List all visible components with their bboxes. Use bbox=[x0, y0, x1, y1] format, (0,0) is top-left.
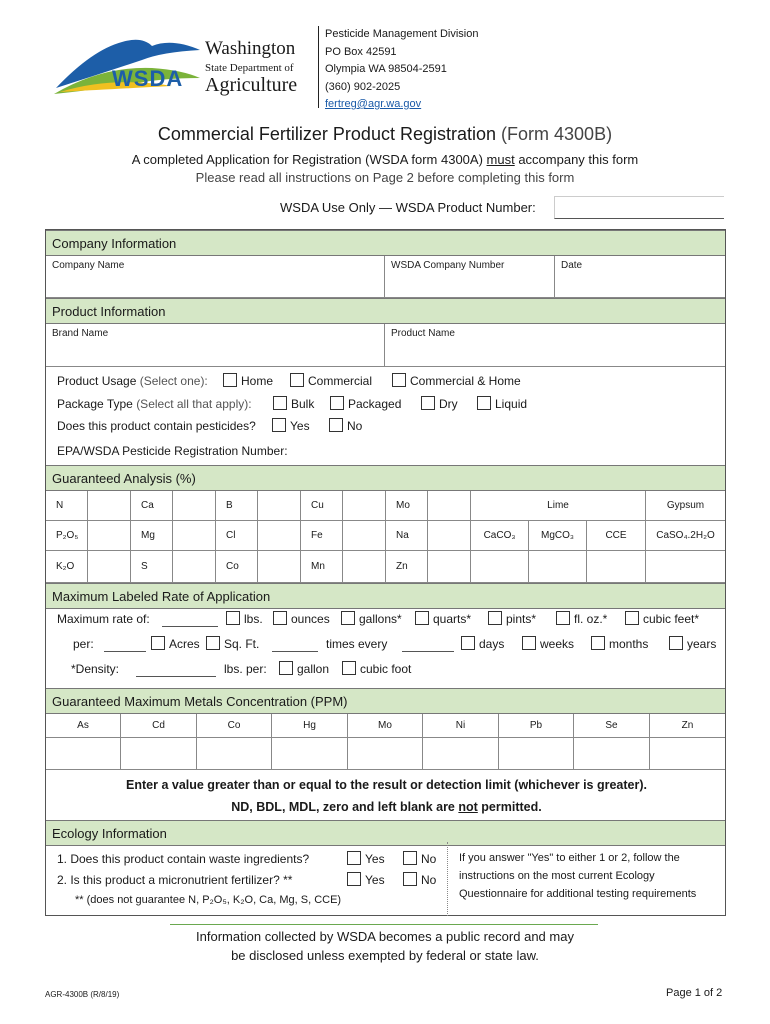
area-acres-label: Acres bbox=[169, 637, 200, 651]
contact-block bbox=[318, 26, 518, 108]
usage-home-checkbox[interactable] bbox=[223, 373, 237, 387]
subtitle-1-a: A completed Application for Registration (WSDA form 4300A) bbox=[131, 152, 483, 167]
analysis-label-row1-3: Cu bbox=[301, 491, 343, 521]
density-input[interactable] bbox=[136, 676, 216, 677]
ecology-q2-note: ** (does not guarantee N, P₂O₅, K₂O, Ca, Mg, S, CCE) bbox=[75, 894, 342, 906]
q2-no-label: No bbox=[421, 873, 437, 887]
analysis-value-row3-0[interactable] bbox=[88, 551, 131, 583]
section-company: Company Information bbox=[46, 230, 725, 256]
package-dry-checkbox[interactable] bbox=[421, 396, 435, 410]
analysis-label-row1-1: Ca bbox=[131, 491, 173, 521]
pesticide-no-label: No bbox=[347, 419, 363, 433]
density-label: *Density: bbox=[71, 662, 120, 676]
analysis-value-row1-4[interactable] bbox=[428, 491, 471, 521]
every-input[interactable] bbox=[402, 651, 454, 652]
gypsum-header: Gypsum bbox=[646, 491, 725, 521]
period-days-label: days bbox=[479, 637, 505, 651]
package-dry-label: Dry bbox=[439, 397, 458, 411]
metal-value-6[interactable] bbox=[499, 738, 574, 770]
usage-commercial-checkbox[interactable] bbox=[290, 373, 304, 387]
ecology-info-3: Questionnaire for additional testing requirements bbox=[459, 888, 697, 900]
unit-pints-label: pints* bbox=[506, 612, 537, 626]
period-months-label: months bbox=[609, 637, 649, 651]
unit-lbs-checkbox[interactable] bbox=[226, 611, 240, 625]
usage-home-label: Home bbox=[241, 374, 274, 388]
company-number-label: WSDA Company Number bbox=[391, 260, 505, 271]
epa-registration-label: EPA/WSDA Pesticide Registration Number: bbox=[57, 444, 288, 458]
lime-cce-value[interactable] bbox=[587, 551, 646, 583]
metal-value-5[interactable] bbox=[423, 738, 499, 770]
period-days-checkbox[interactable] bbox=[461, 636, 475, 650]
unit-gallons-label: gallons* bbox=[359, 612, 402, 626]
email-link[interactable]: fertreg@agr.wa.gov bbox=[325, 98, 422, 110]
metal-header-2: Co bbox=[197, 714, 272, 738]
q2-yes-checkbox[interactable] bbox=[347, 872, 361, 886]
metal-value-0[interactable] bbox=[46, 738, 121, 770]
metals-note-2: ND, BDL, MDL, zero and left blank are not permitted. bbox=[231, 800, 542, 814]
analysis-label-row3-1: S bbox=[131, 551, 173, 583]
analysis-value-row3-4[interactable] bbox=[428, 551, 471, 583]
phone-number: (360) 902-2025 bbox=[325, 80, 401, 93]
period-months-checkbox[interactable] bbox=[591, 636, 605, 650]
pesticide-question: Does this product contain pesticides? bbox=[57, 419, 256, 433]
usage-label: Product Usage (Select one): bbox=[57, 374, 208, 388]
analysis-label-row2-2: Cl bbox=[216, 521, 258, 551]
analysis-value-row2-2[interactable] bbox=[258, 521, 301, 551]
lime-mgco3-value[interactable] bbox=[529, 551, 587, 583]
package-liquid-checkbox[interactable] bbox=[477, 396, 491, 410]
package-liquid-label: Liquid bbox=[495, 397, 528, 411]
area-acres-checkbox[interactable] bbox=[151, 636, 165, 650]
footer-line-2: be disclosed unless exempted by federal or state law. bbox=[231, 948, 539, 963]
unit-pints-checkbox[interactable] bbox=[488, 611, 502, 625]
q2-yes-label: Yes bbox=[365, 873, 385, 887]
unit-ounces-label: ounces bbox=[291, 612, 330, 626]
per-label: per: bbox=[73, 637, 94, 651]
product-name-label: Product Name bbox=[391, 328, 455, 339]
metal-header-1: Cd bbox=[121, 714, 197, 738]
analysis-label-row3-2: Co bbox=[216, 551, 258, 583]
analysis-label-row2-1: Mg bbox=[131, 521, 173, 551]
per-input[interactable] bbox=[104, 651, 146, 652]
ecology-info-2: instructions on the most current Ecology bbox=[459, 870, 655, 882]
analysis-label-row1-0: N bbox=[46, 491, 88, 521]
metal-header-7: Se bbox=[574, 714, 650, 738]
unit-gallons-checkbox[interactable] bbox=[341, 611, 355, 625]
form-body bbox=[45, 229, 726, 916]
unit-quarts-checkbox[interactable] bbox=[415, 611, 429, 625]
max-rate-label: Maximum rate of: bbox=[57, 612, 150, 626]
metal-header-3: Hg bbox=[272, 714, 348, 738]
ecology-info-1: If you answer "Yes" to either 1 or 2, follow the bbox=[459, 852, 680, 864]
date-field[interactable] bbox=[555, 256, 725, 298]
ecology-question-2: 2. Is this product a micronutrient fertilizer? ** bbox=[57, 873, 293, 887]
subtitle-1-b: accompany this form bbox=[518, 152, 639, 167]
lime-mgco3: MgCO₃ bbox=[529, 521, 587, 551]
times-every-label: times every bbox=[326, 637, 388, 651]
usage-commercial-home-label: Commercial & Home bbox=[410, 374, 521, 388]
title-form-number: (Form 4300B) bbox=[501, 124, 613, 144]
company-name-label: Company Name bbox=[52, 260, 125, 271]
analysis-value-row1-1[interactable] bbox=[173, 491, 216, 521]
section-analysis: Guaranteed Analysis (%) bbox=[46, 465, 725, 491]
usage-commercial-home-checkbox[interactable] bbox=[392, 373, 406, 387]
subtitle-1-must: must bbox=[486, 152, 515, 167]
q2-no-checkbox[interactable] bbox=[403, 872, 417, 886]
lime-caco3: CaCO₃ bbox=[471, 521, 529, 551]
section-product: Product Information bbox=[46, 298, 725, 324]
pesticide-yes-checkbox[interactable] bbox=[272, 418, 286, 432]
gypsum-value[interactable] bbox=[646, 551, 725, 583]
unit-floz-label: fl. oz.* bbox=[574, 612, 608, 626]
ecology-divider bbox=[447, 842, 448, 916]
density-gallon-checkbox[interactable] bbox=[279, 661, 293, 675]
analysis-value-row2-0[interactable] bbox=[88, 521, 131, 551]
analysis-label-row2-3: Fe bbox=[301, 521, 343, 551]
analysis-value-row3-2[interactable] bbox=[258, 551, 301, 583]
analysis-label-row2-4: Na bbox=[386, 521, 428, 551]
logo-line2: State Department of bbox=[205, 62, 294, 74]
metal-header-5: Ni bbox=[423, 714, 499, 738]
wsda-logo bbox=[52, 30, 310, 102]
period-years-label: years bbox=[687, 637, 717, 651]
section-rate: Maximum Labeled Rate of Application bbox=[46, 583, 725, 609]
brand-name-label: Brand Name bbox=[52, 328, 109, 339]
analysis-label-row3-4: Zn bbox=[386, 551, 428, 583]
package-packaged-label: Packaged bbox=[348, 397, 402, 411]
footer-divider bbox=[170, 924, 598, 925]
period-weeks-checkbox[interactable] bbox=[522, 636, 536, 650]
lime-cce: CCE bbox=[587, 521, 646, 551]
page-number: Page 1 of 2 bbox=[666, 987, 723, 999]
q1-yes-label: Yes bbox=[365, 852, 385, 866]
package-bulk-checkbox[interactable] bbox=[273, 396, 287, 410]
unit-lbs-label: lbs. bbox=[244, 612, 263, 626]
area-sqft-label: Sq. Ft. bbox=[224, 637, 260, 651]
section-metals: Guaranteed Maximum Metals Concentration (PPM) bbox=[46, 688, 725, 714]
pesticide-yes-label: Yes bbox=[290, 419, 310, 433]
times-input[interactable] bbox=[272, 651, 318, 652]
city-address: Olympia WA 98504-2591 bbox=[325, 63, 447, 75]
unit-quarts-label: quarts* bbox=[433, 612, 472, 626]
analysis-value-row2-4[interactable] bbox=[428, 521, 471, 551]
title-main: Commercial Fertilizer Product Registration bbox=[157, 124, 497, 144]
q1-no-label: No bbox=[421, 852, 437, 866]
unit-floz-checkbox[interactable] bbox=[556, 611, 570, 625]
lime-header: Lime bbox=[471, 491, 646, 521]
metal-header-0: As bbox=[46, 714, 121, 738]
density-cubic-foot-label: cubic foot bbox=[360, 662, 412, 676]
analysis-label-row3-0: K₂O bbox=[46, 551, 88, 583]
division-name: Pesticide Management Division bbox=[325, 28, 479, 40]
form-number: AGR-4300B (R/8/19) bbox=[45, 990, 120, 999]
brand-name-field[interactable] bbox=[46, 324, 385, 367]
analysis-label-row2-0: P₂O₅ bbox=[46, 521, 88, 551]
max-rate-input[interactable] bbox=[162, 626, 218, 627]
company-name-field[interactable] bbox=[46, 256, 385, 298]
metal-value-8[interactable] bbox=[650, 738, 725, 770]
analysis-value-row3-3[interactable] bbox=[343, 551, 386, 583]
po-box: PO Box 42591 bbox=[325, 45, 397, 58]
pesticide-no-checkbox[interactable] bbox=[329, 418, 343, 432]
lime-caco3-value[interactable] bbox=[471, 551, 529, 583]
wsda-product-number-field[interactable] bbox=[554, 196, 724, 219]
package-bulk-label: Bulk bbox=[291, 397, 315, 411]
unit-ounces-checkbox[interactable] bbox=[273, 611, 287, 625]
logo-wsda-text: WSDA bbox=[112, 66, 184, 91]
logo-line3: Agriculture bbox=[205, 74, 298, 96]
period-years-checkbox[interactable] bbox=[669, 636, 683, 650]
company-number-field[interactable] bbox=[385, 256, 555, 298]
metals-note-1: Enter a value greater than or equal to the result or detection limit (whichever is greater). bbox=[126, 778, 647, 792]
metal-value-3[interactable] bbox=[272, 738, 348, 770]
analysis-value-row1-2[interactable] bbox=[258, 491, 301, 521]
analysis-label-row1-4: Mo bbox=[386, 491, 428, 521]
analysis-value-row3-1[interactable] bbox=[173, 551, 216, 583]
gypsum-caso4: CaSO₄.2H₂O bbox=[646, 521, 725, 551]
unit-cubic-feet-label: cubic feet* bbox=[643, 612, 700, 626]
density-cubic-foot-checkbox[interactable] bbox=[342, 661, 356, 675]
q1-no-checkbox[interactable] bbox=[403, 851, 417, 865]
logo-line1: Washington bbox=[205, 38, 296, 59]
usage-commercial-label: Commercial bbox=[308, 374, 373, 388]
analysis-label-row1-2: B bbox=[216, 491, 258, 521]
ecology-question-1: 1. Does this product contain waste ingredients? bbox=[57, 852, 310, 866]
analysis-value-row2-3[interactable] bbox=[343, 521, 386, 551]
wsda-use-label: WSDA Use Only — WSDA Product Number: bbox=[280, 200, 536, 215]
subtitle-1 bbox=[0, 152, 770, 167]
date-label: Date bbox=[561, 260, 583, 271]
period-weeks-label: weeks bbox=[540, 637, 575, 651]
subtitle-2: Please read all instructions on Page 2 before completing this form bbox=[195, 170, 575, 185]
metal-header-6: Pb bbox=[499, 714, 574, 738]
page-title bbox=[0, 124, 770, 145]
unit-cubic-feet-checkbox[interactable] bbox=[625, 611, 639, 625]
density-gallon-label: gallon bbox=[297, 662, 330, 676]
analysis-value-row1-3[interactable] bbox=[343, 491, 386, 521]
analysis-value-row1-0[interactable] bbox=[88, 491, 131, 521]
metal-value-7[interactable] bbox=[574, 738, 650, 770]
footer-line-1: Information collected by WSDA becomes a public record and may bbox=[196, 929, 574, 944]
product-name-field[interactable] bbox=[385, 324, 725, 367]
lbs-per-label: lbs. per: bbox=[224, 662, 267, 676]
package-label: Package Type (Select all that apply): bbox=[57, 397, 252, 411]
analysis-label-row3-3: Mn bbox=[301, 551, 343, 583]
metal-header-8: Zn bbox=[650, 714, 725, 738]
metal-value-1[interactable] bbox=[121, 738, 197, 770]
q1-yes-checkbox[interactable] bbox=[347, 851, 361, 865]
metal-value-2[interactable] bbox=[197, 738, 272, 770]
package-packaged-checkbox[interactable] bbox=[330, 396, 344, 410]
area-sqft-checkbox[interactable] bbox=[206, 636, 220, 650]
section-ecology: Ecology Information bbox=[46, 820, 725, 846]
analysis-value-row2-1[interactable] bbox=[173, 521, 216, 551]
metal-value-4[interactable] bbox=[348, 738, 423, 770]
metal-header-4: Mo bbox=[348, 714, 423, 738]
